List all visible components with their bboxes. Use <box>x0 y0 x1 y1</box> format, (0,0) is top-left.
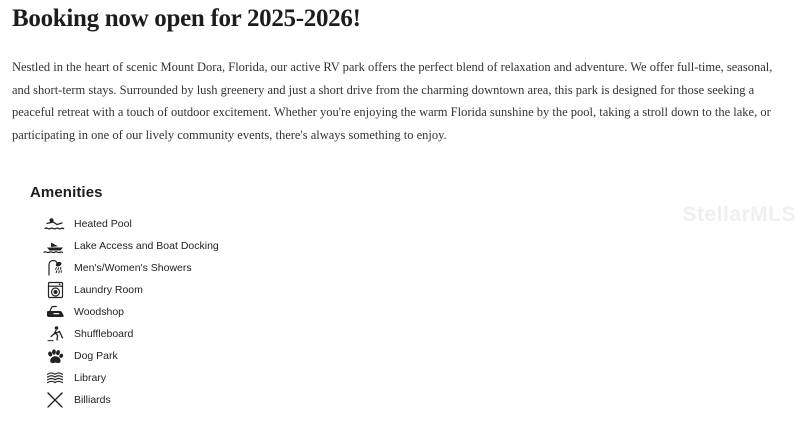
page-title: Booking now open for 2025-2026! <box>12 5 361 32</box>
amenity-label: Billiards <box>74 394 111 406</box>
cue-sticks-icon <box>38 390 72 410</box>
amenity-label: Laundry Room <box>74 284 143 296</box>
list-item <box>38 257 792 279</box>
amenities-list <box>8 201 792 411</box>
amenities-heading: Amenities <box>30 184 103 201</box>
list-item <box>38 367 792 389</box>
list-item <box>38 323 792 345</box>
list-item <box>38 235 792 257</box>
list-item <box>38 345 792 367</box>
list-item <box>38 213 792 235</box>
amenity-label: Men's/Women's Showers <box>74 262 192 274</box>
list-item <box>38 301 792 323</box>
hand-plane-icon <box>38 302 72 322</box>
shower-icon <box>38 258 72 278</box>
amenity-label: Library <box>74 372 107 384</box>
books-icon <box>38 368 72 388</box>
description-paragraph: Nestled in the heart of scenic Mount Dora, Florida, our active RV park offers the perfect blend of relaxation and adventure. We offer full-time, seasonal, and short-term stays. Surrounded by lush greenery and just a short drive from the charming downtown area, this park is designed for those seeking a peaceful retreat with a touch of outdoor excitement. Whether you're enjoying the warm Florida sunshine by the pool, taking a stroll down to the lake, or participating in one of our lively community events, there's always something to enjoy. <box>12 60 773 142</box>
paw-icon <box>38 346 72 366</box>
washing-machine-icon <box>38 280 72 300</box>
boat-icon <box>38 236 72 256</box>
watermark: StellarMLS <box>682 203 796 226</box>
amenity-label: Shuffleboard <box>74 328 134 340</box>
amenity-label: Lake Access and Boat Docking <box>74 240 219 252</box>
swimmer-icon <box>38 214 72 234</box>
shuffleboard-player-icon <box>38 324 72 344</box>
list-item <box>38 389 792 411</box>
list-item <box>38 279 792 301</box>
amenity-label: Dog Park <box>74 350 118 362</box>
amenity-label: Heated Pool <box>74 218 132 230</box>
amenity-label: Woodshop <box>74 306 125 318</box>
